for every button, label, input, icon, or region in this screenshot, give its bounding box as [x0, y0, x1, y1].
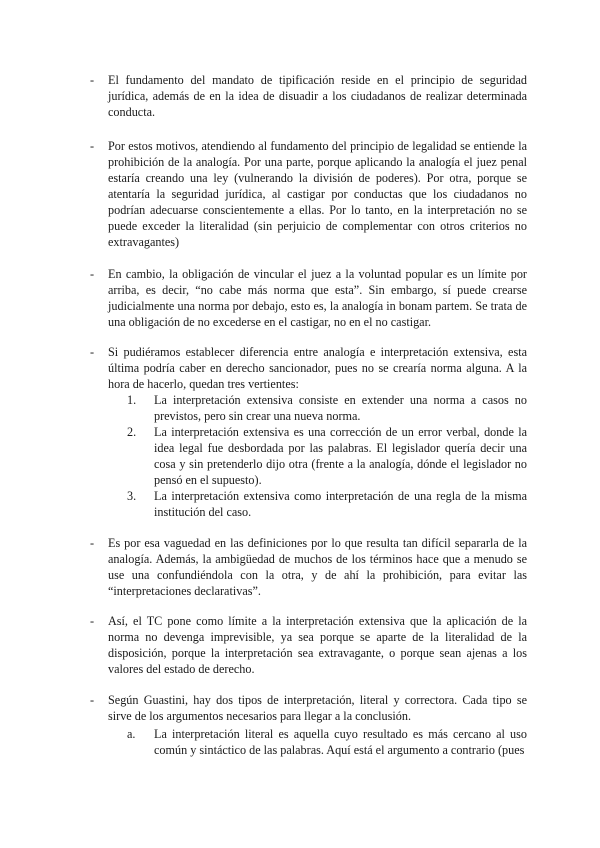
paragraph: Es por esa vaguedad en las definiciones por lo que resulta tan difícil separarla de la analogía. Además, la ambigüedad de muchos de los términos hace que a menudo se use una confundiéndola con la otra, y de ahí la prohibición, para evitar las “interpretaciones declarativas”.	[108, 536, 527, 598]
paragraph: En cambio, la obligación de vincular el juez a la voluntad popular es un límite por arriba, es decir, “no cabe más norma que esta”. Sin embargo, sí puede crearse judicialmente una norma por debajo, esto es, la analogía in bonam partem. Se trata de una obligación de no excederse en el castigar, no en el no castigar.	[108, 267, 527, 329]
bullet-dash: -	[90, 267, 95, 281]
paragraph: Si pudiéramos establecer diferencia entre analogía e interpretación extensiva, esta última podría caber en derecho sancionador, pues no se crearía norma alguna. A la hora de hacerlo, quedan tres vertientes:	[108, 345, 527, 391]
bullet-dash: -	[90, 345, 95, 359]
paragraph: Según Guastini, hay dos tipos de interpretación, literal y correctora. Cada tipo se sirve de los argumentos necesarios para llegar a la conclusión.	[108, 693, 527, 723]
list-marker: 2.	[127, 425, 137, 439]
bullet-dash: -	[90, 614, 95, 628]
list-item: La interpretación literal es aquella cuyo resultado es más cercano al uso común y sintáctico de las palabras. Aquí está el argumento a contrario (pues	[154, 727, 527, 757]
paragraph: El fundamento del mandato de tipificación reside en el principio de seguridad jurídica, además de en la idea de disuadir a los ciudadanos de realizar determinada conducta.	[108, 73, 527, 119]
list-item: La interpretación extensiva consiste en extender una norma a casos no previstos, pero sin crear una nueva norma.	[154, 393, 527, 423]
paragraph: Así, el TC pone como límite a la interpretación extensiva que la aplicación de la norma no devenga imprevisible, ya sea porque se aparte de la literalidad de la disposición, porque la interpretación sea extravagante, o porque sean ajenas a los valores del estado de derecho.	[108, 614, 527, 676]
bullet-dash: -	[90, 73, 95, 87]
list-item: La interpretación extensiva como interpretación de una regla de la misma institución del caso.	[154, 489, 527, 519]
bullet-dash: -	[90, 139, 95, 153]
bullet-dash: -	[90, 693, 95, 707]
list-item: La interpretación extensiva es una corrección de un error verbal, donde la idea legal fue desbordada por las palabras. El legislador quería decir una cosa y sin pretenderlo dijo otra (frente a la analogía, dónde el legislador no pensó en el supuesto).	[154, 425, 527, 487]
paragraph: Por estos motivos, atendiendo al fundamento del principio de legalidad se entiende la prohibición de la analogía. Por una parte, porque aplicando la analogía el juez penal estaría creando una ley (vulnerando la división de poderes). Por otra, porque se atentaría la seguridad jurídica, al castigar por conductas que los ciudadanos no podrían adecuarse conscientemente a ellas. Por lo tanto, en la interpretación no se puede exceder la literalidad (sin perjuicio de complementar con otros criterios no extravagantes)	[108, 139, 527, 249]
bullet-dash: -	[90, 536, 95, 550]
list-marker: 3.	[127, 489, 137, 503]
list-marker: a.	[127, 727, 136, 741]
list-marker: 1.	[127, 393, 137, 407]
